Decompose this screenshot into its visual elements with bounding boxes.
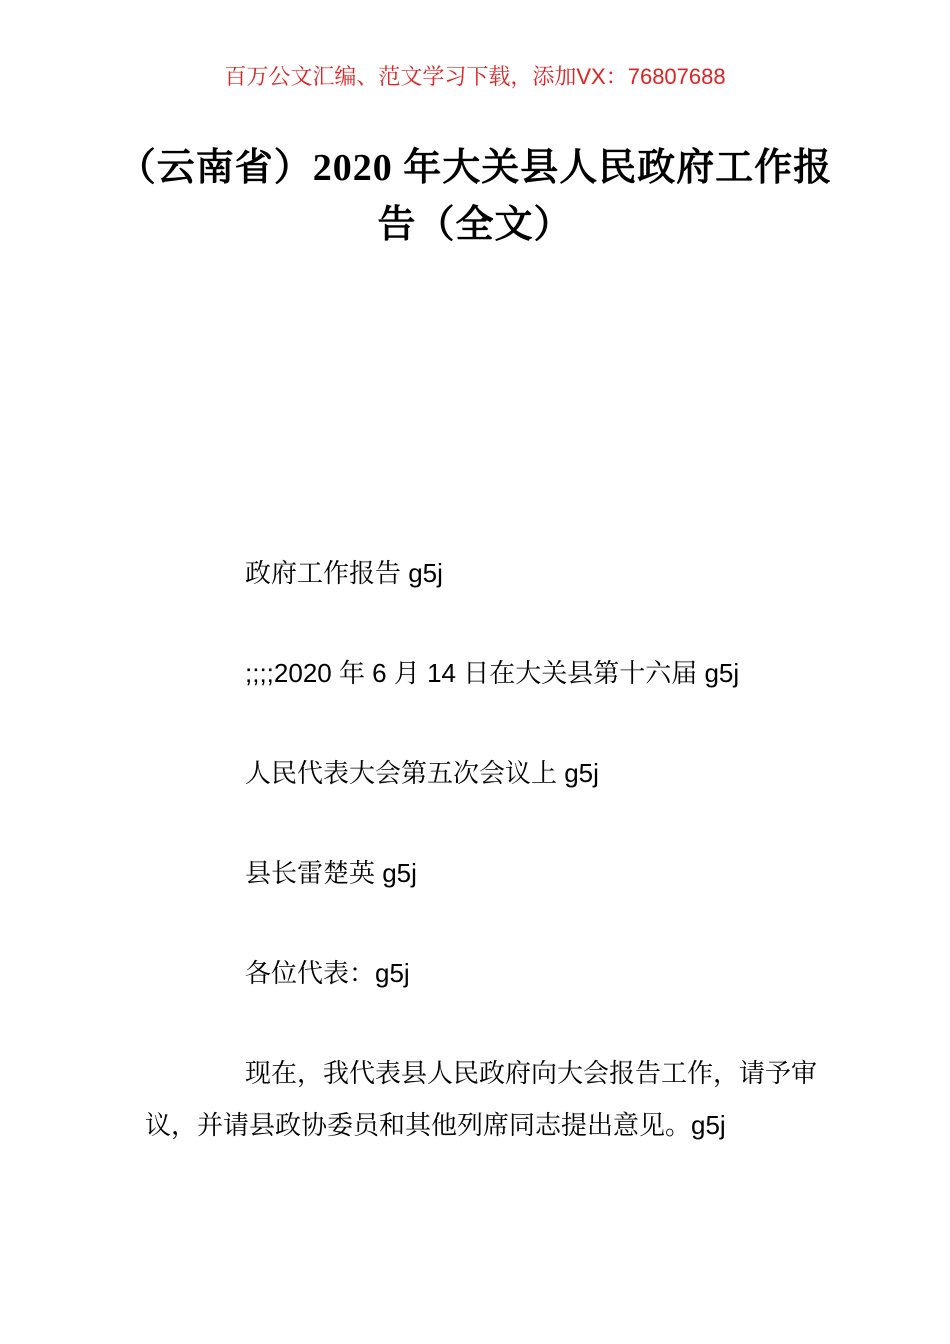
document-title bbox=[0, 140, 950, 254]
paragraph-session-name: 人民代表大会第五次会议上 g5j bbox=[245, 758, 599, 788]
paragraph-speaker: 县长雷楚英 g5j bbox=[245, 858, 417, 888]
paragraph-salutation: 各位代表：g5j bbox=[245, 958, 410, 988]
paragraph-session-date: ;;;;2020 年 6 月 14 日在大关县第十六届 g5j bbox=[245, 658, 740, 688]
document-body bbox=[145, 547, 833, 1151]
document-title-line-1: （云南省）2020 年大关县人民政府工作报 bbox=[117, 147, 833, 189]
paragraph-opening-statement: 现在，我代表县人民政府向大会报告工作，请予审议，并请县政协委员和其他列席同志提出意见。g5j bbox=[145, 1058, 818, 1140]
document-title-line-2: 告（全文） bbox=[377, 204, 573, 246]
paragraph-report-heading: 政府工作报告 g5j bbox=[245, 558, 443, 588]
watermark-notice: 百万公文汇编、范文学习下载，添加VX：76807688 bbox=[224, 64, 726, 89]
